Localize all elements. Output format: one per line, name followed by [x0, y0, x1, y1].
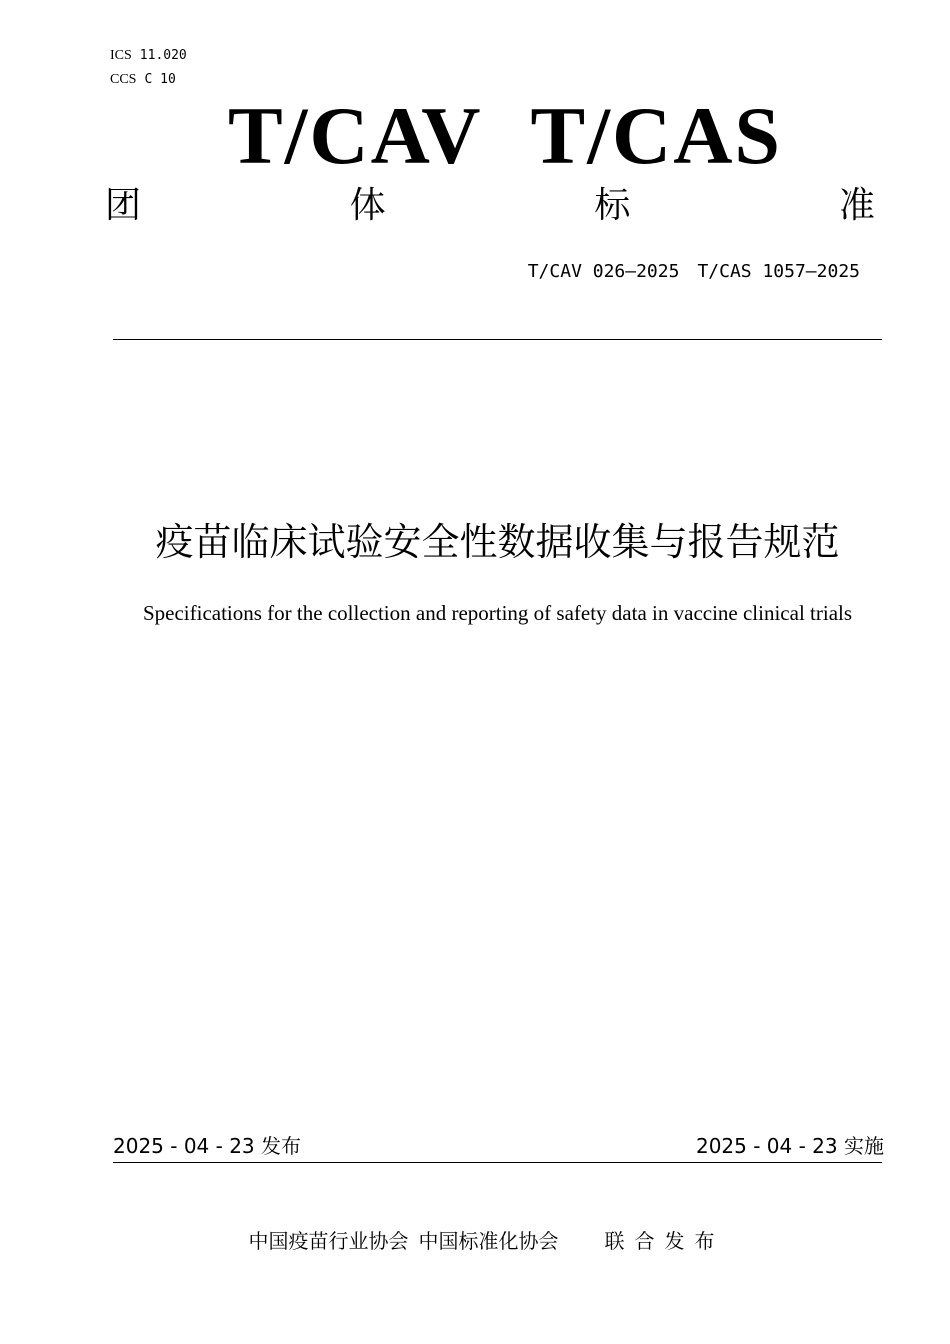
- standard-mark: [0, 88, 950, 184]
- standard-numbers: [528, 260, 860, 284]
- category-char: 体: [349, 185, 386, 226]
- joint-release: 联合发布: [604, 1229, 725, 1253]
- category-char: 标: [594, 185, 631, 226]
- standard-category: [105, 184, 875, 228]
- ics-value: 11.020: [139, 48, 187, 63]
- issuer-cva: 中国疫苗行业协会: [248, 1229, 409, 1253]
- category-char: 团: [105, 185, 142, 226]
- ccs-value: C 10: [144, 72, 176, 87]
- ics-line: [110, 47, 187, 65]
- standard-number-tcas: T/CAS 1057—2025: [697, 261, 860, 282]
- implementation-date: 2025 - 04 - 23 实施: [695, 1134, 884, 1158]
- ics-label: ICS: [110, 48, 132, 63]
- mark-tcas: T/CAS: [530, 90, 783, 181]
- top-divider: [113, 339, 882, 340]
- ccs-line: [110, 71, 176, 89]
- category-char: 准: [838, 185, 875, 226]
- title-chinese: 疫苗临床试验安全性数据收集与报告规范: [155, 520, 840, 564]
- standard-number-tcav: T/CAV 026—2025: [527, 261, 680, 282]
- issuers-line: [0, 1226, 950, 1256]
- title-english: Specifications for the collection and reporting of safety data in vaccine clinical trials: [142, 601, 853, 625]
- bottom-divider: [113, 1162, 882, 1163]
- issuer-cas: 中国标准化协会: [418, 1229, 559, 1253]
- ccs-label: CCS: [110, 72, 137, 87]
- mark-tcav: T/CAV: [227, 90, 483, 181]
- release-date: 2025 - 04 - 23 发布: [113, 1134, 302, 1158]
